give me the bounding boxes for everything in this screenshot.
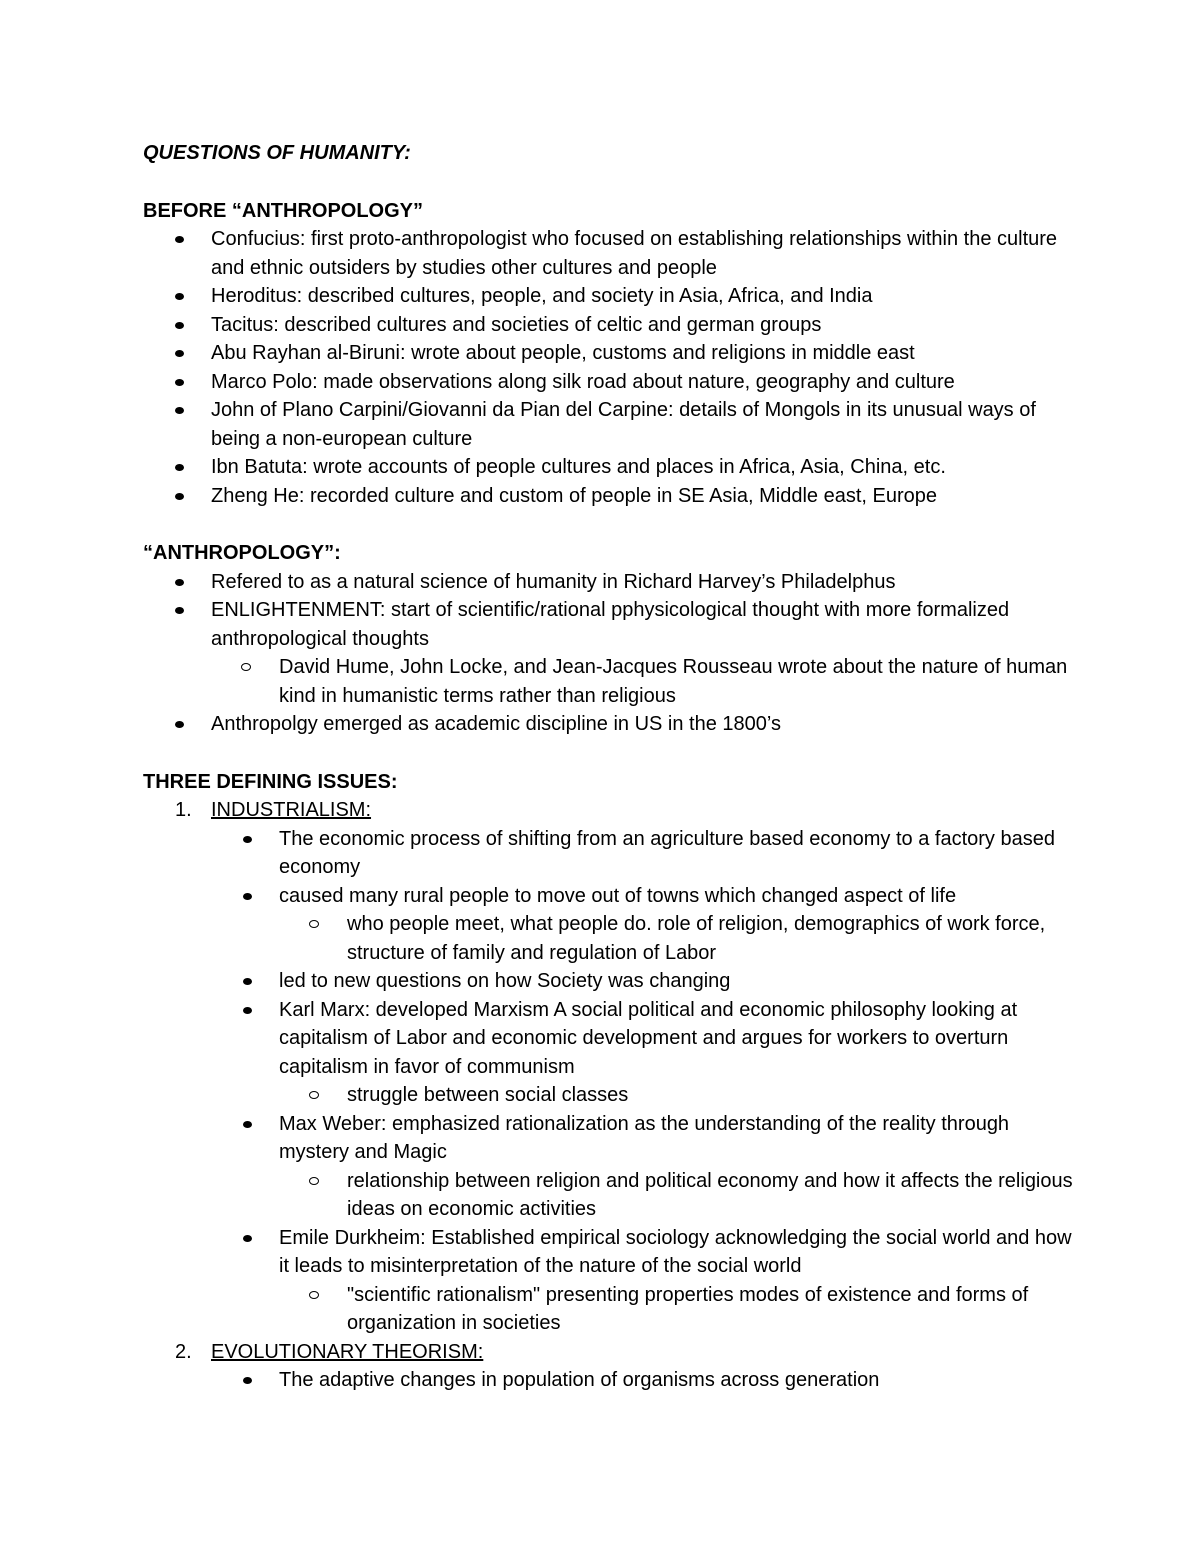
- list-item-text: Refered to as a natural science of humanity in Richard Harvey’s Philadelphus: [211, 570, 896, 593]
- before-anthropology-list: [143, 225, 1073, 510]
- numbered-item-industrialism: [175, 796, 1073, 1338]
- list-item-text: Max Weber: emphasized rationalization as the understanding of the reality through mystery and Magic: [279, 1112, 1010, 1163]
- list-item: [279, 996, 1073, 1110]
- evolutionary-theorism-list: [211, 1366, 1073, 1395]
- sub-list: [211, 653, 1073, 710]
- industrialism-list: [211, 825, 1073, 1338]
- list-item: [279, 1110, 1073, 1224]
- item-title: INDUSTRIALISM:: [211, 799, 372, 821]
- list-item: Ibn Batuta: wrote accounts of people cultures and places in Africa, Asia, China, etc.: [211, 453, 1073, 482]
- sub-list: [279, 1167, 1073, 1224]
- list-item: [279, 882, 1073, 968]
- list-item: [279, 1224, 1073, 1338]
- sub-list: [279, 1081, 1073, 1110]
- sub-list-item: relationship between religion and political economy and how it affects the religious ideas on economic activities: [347, 1167, 1073, 1224]
- section-heading-three-defining-issues: THREE DEFINING ISSUES:: [143, 770, 398, 793]
- list-item-text: Karl Marx: developed Marxism A social political and economic philosophy looking at capitalism of Labor and economic development and argues for workers to overturn capitalism in favor of communism: [279, 998, 1018, 1078]
- list-item: The economic process of shifting from an agriculture based economy to a factory based economy: [279, 825, 1073, 882]
- item-title: EVOLUTIONARY THEORISM:: [211, 1340, 484, 1363]
- sub-list-item: who people meet, what people do. role of religion, demographics of work force, structure of family and regulation of Labor: [347, 910, 1073, 967]
- list-item: Heroditus: described cultures, people, and society in Asia, Africa, and India: [211, 282, 1073, 311]
- list-item: Tacitus: described cultures and societies of celtic and german groups: [211, 311, 1073, 340]
- list-item: led to new questions on how Society was changing: [279, 967, 1073, 996]
- sub-list-item: struggle between social classes: [347, 1081, 1073, 1110]
- anthropology-list: [143, 568, 1073, 739]
- section-heading-anthropology: “ANTHROPOLOGY”:: [143, 542, 341, 564]
- list-item: Zheng He: recorded culture and custom of people in SE Asia, Middle east, Europe: [211, 482, 1073, 511]
- list-item: Abu Rayhan al-Biruni: wrote about people, customs and religions in middle east: [211, 339, 1073, 368]
- document-title: QUESTIONS OF HUMANITY:: [143, 142, 411, 164]
- list-item-text: Emile Durkheim: Established empirical sociology acknowledging the social world and how it leads to misinterpretation of the nature of the social world: [279, 1226, 1072, 1277]
- item-number: 2.: [175, 1340, 192, 1363]
- document-page: [143, 139, 1073, 1395]
- item-number: 1.: [175, 799, 192, 821]
- list-item-text: caused many rural people to move out of towns which changed aspect of life: [279, 884, 957, 907]
- defining-issues-list: [143, 796, 1073, 1395]
- list-item: [211, 710, 1073, 739]
- section-heading-before-anthropology: BEFORE “ANTHROPOLOGY”: [143, 199, 424, 222]
- numbered-item-evolutionary-theorism: [175, 1338, 1073, 1395]
- list-item: [211, 596, 1073, 710]
- list-item-text: ENLIGHTENMENT: start of scientific/rational pphysicological thought with more formalized anthropological thoughts: [211, 599, 1010, 650]
- sub-list-item: David Hume, John Locke, and Jean-Jacques Rousseau wrote about the nature of human kind in humanistic terms rather than religious: [279, 653, 1073, 710]
- list-item-text: Anthropolgy emerged as academic discipline in US in the 1800’s: [211, 713, 781, 735]
- list-item: Confucius: first proto-anthropologist who focused on establishing relationships within the culture and ethnic outsiders by studies other cultures and people: [211, 225, 1073, 282]
- list-item: John of Plano Carpini/Giovanni da Pian del Carpine: details of Mongols in its unusual ways of being a non-european culture: [211, 396, 1073, 453]
- list-item: Marco Polo: made observations along silk road about nature, geography and culture: [211, 368, 1073, 397]
- sub-list: [279, 1281, 1073, 1338]
- list-item: The adaptive changes in population of organisms across generation: [279, 1366, 1073, 1395]
- list-item: [211, 568, 1073, 597]
- sub-list-item: "scientific rationalism" presenting properties modes of existence and forms of organization in societies: [347, 1281, 1073, 1338]
- sub-list: [279, 910, 1073, 967]
